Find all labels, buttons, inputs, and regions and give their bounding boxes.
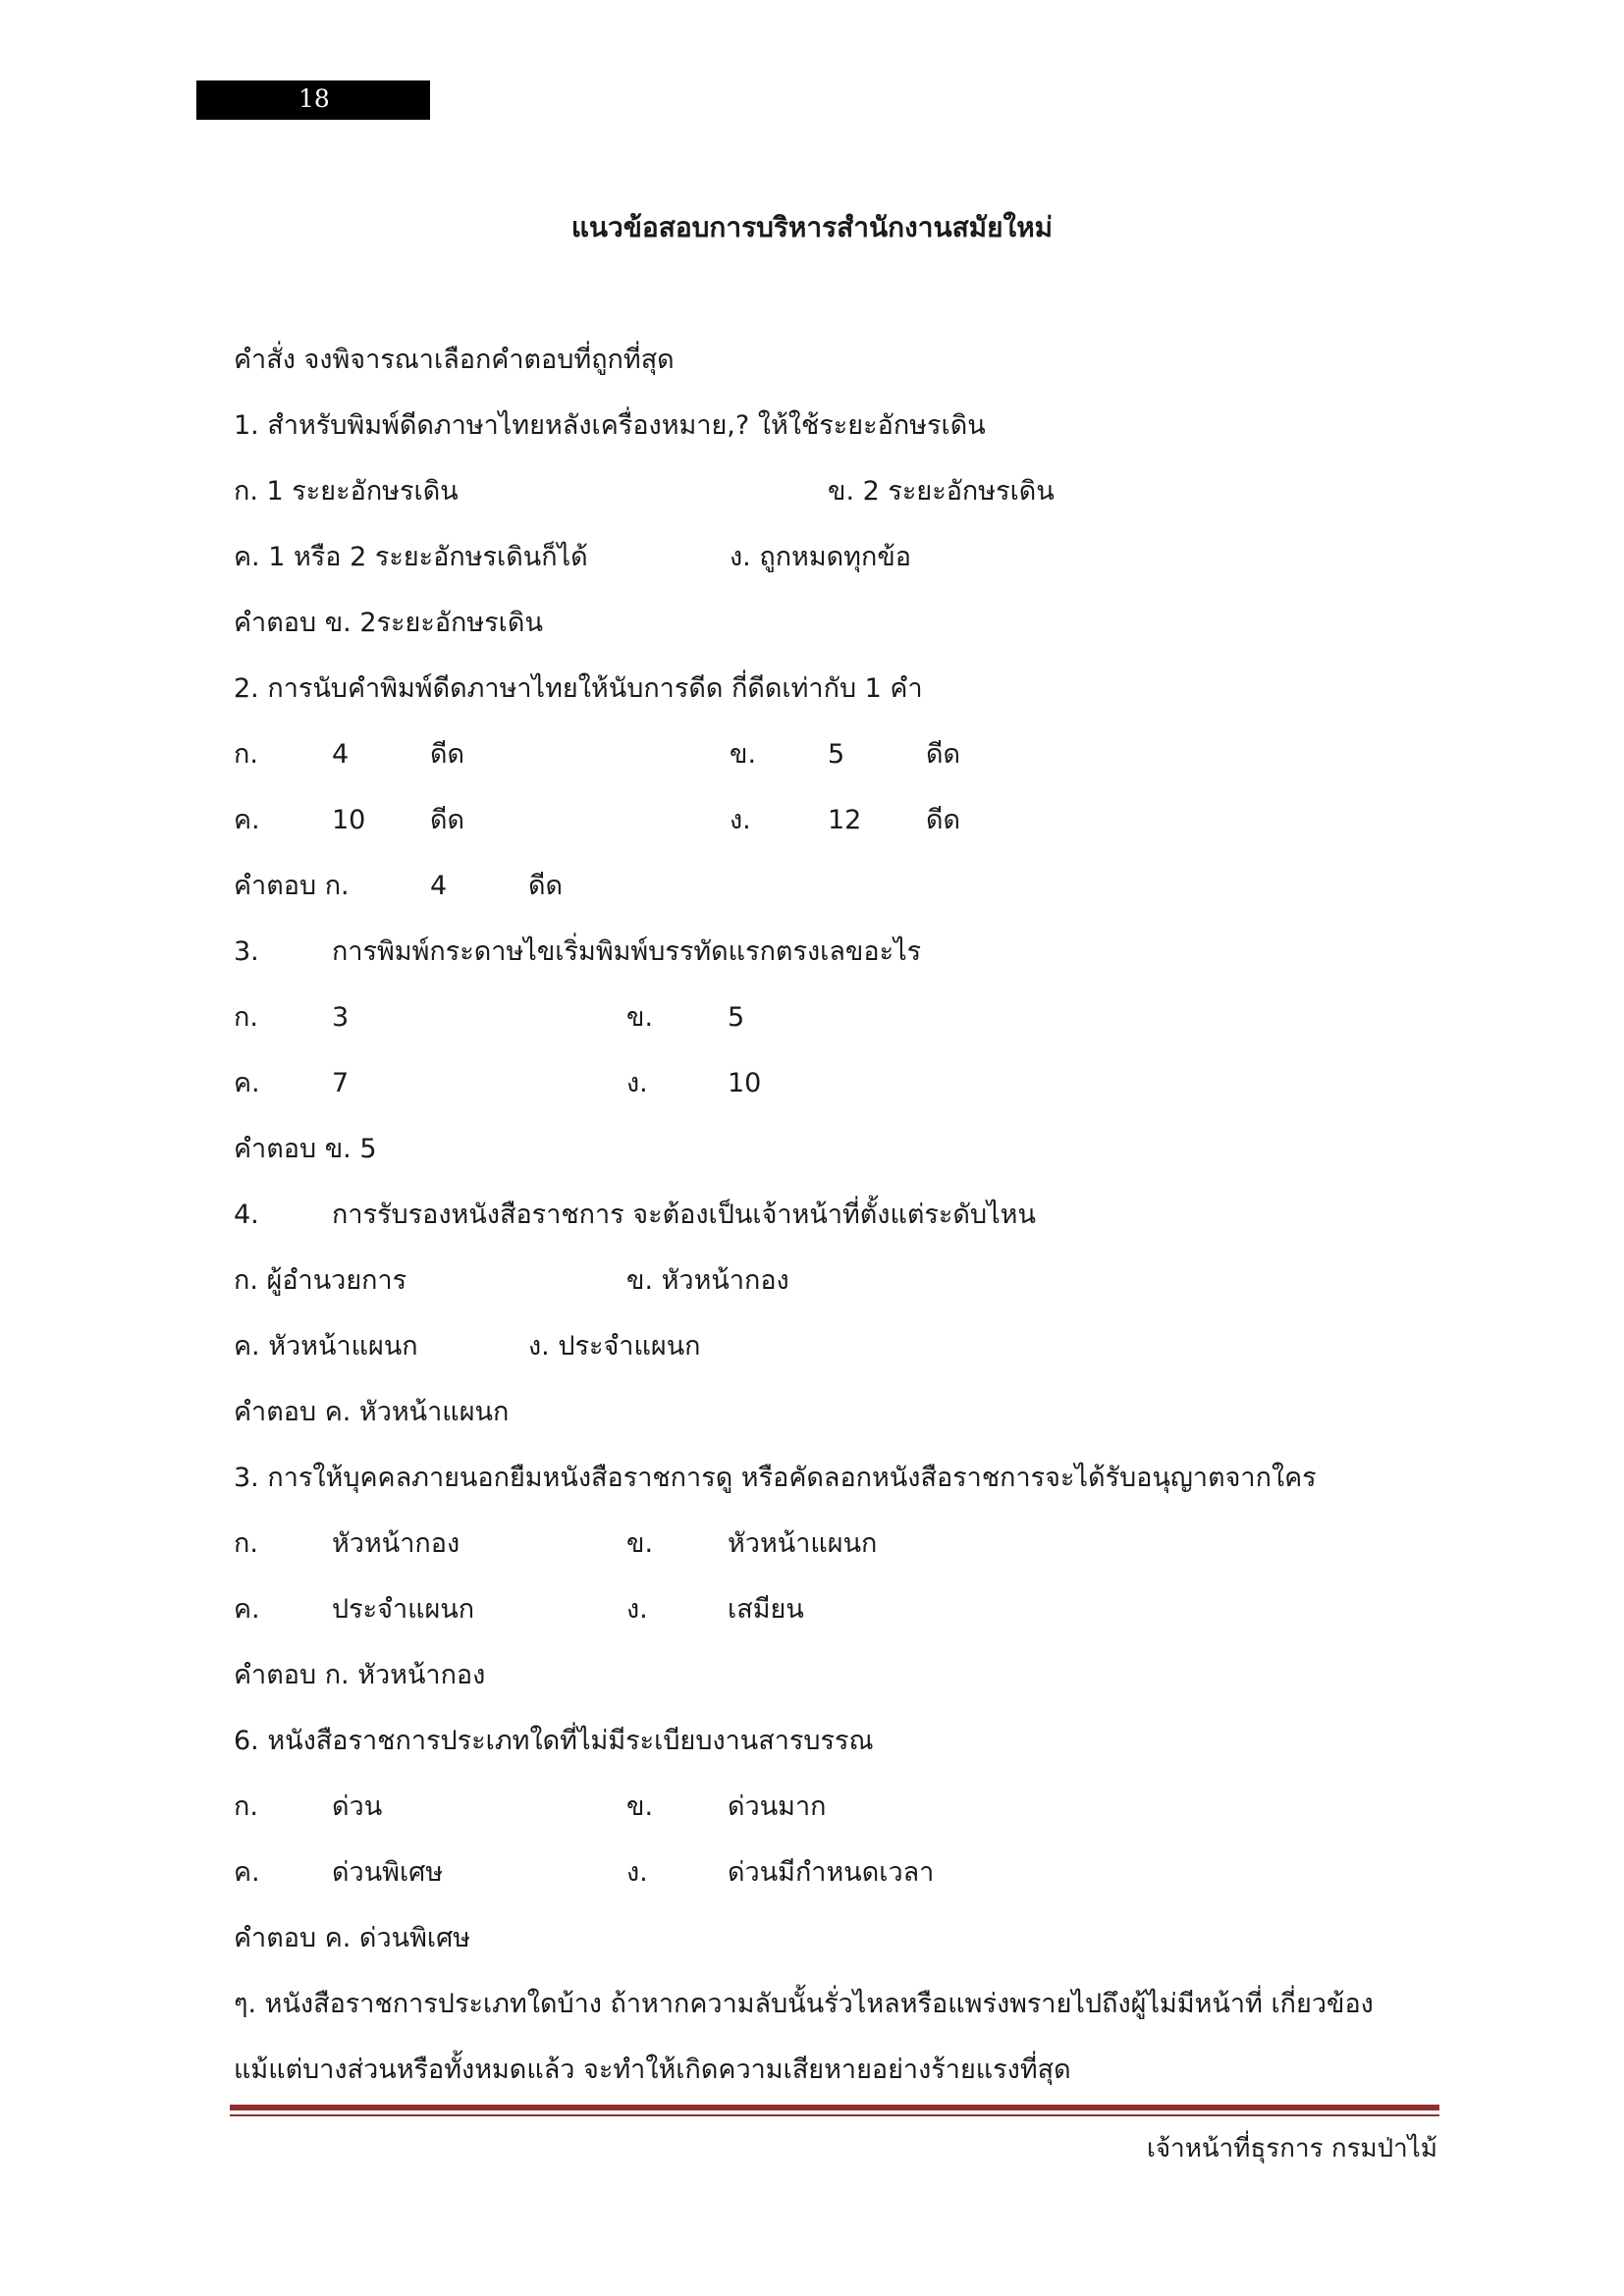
q2-option-b-value: 5 [828,739,845,770]
q3-answer: คำตอบ ข. 5 [234,1134,377,1164]
q2-option-b-unit: ดีด [926,739,961,770]
q2-answer-value: 4 [430,871,448,901]
footer-rule-thin [230,2114,1439,2116]
q1-option-a: ก. 1 ระยะอักษรเดิน [234,476,459,507]
footer-text: เจ้าหน้าที่ธุรการ กรมป่าไม้ [1147,2134,1437,2163]
q2-answer-unit: ดีด [528,871,564,901]
q3-option-d-value: 10 [728,1068,762,1098]
q3-option-a-label: ก. [234,1002,258,1033]
q5-option-c-value: ประจำแผนก [332,1594,475,1625]
q4-number: 4. [234,1200,259,1230]
q4-option-c: ค. หัวหน้าแผนก [234,1331,418,1362]
q5-option-d-label: ง. [626,1594,648,1625]
q7-question-line2: แม้แต่บางส่วนหรือทั้งหมดแล้ว จะทำให้เกิดความเสียหายอย่างร้ายแรงที่สุด [234,2055,1071,2085]
q4-option-b: ข. หัวหน้ากอง [626,1265,789,1296]
q1-answer: คำตอบ ข. 2ระยะอักษรเดิน [234,608,543,638]
q2-option-d-unit: ดีด [926,805,961,835]
q2-option-d-label: ง. [730,805,751,835]
q5-question: 3. การให้บุคคลภายนอกยืมหนังสือราชการดู หรือคัดลอกหนังสือราชการจะได้รับอนุญาตจากใคร [234,1463,1317,1493]
page-title: แนวข้อสอบการบริหารสำนักงานสมัยใหม่ [570,211,1054,243]
q6-option-b-label: ข. [626,1791,654,1822]
q5-option-c-label: ค. [234,1594,260,1625]
q6-option-a-value: ด่วน [332,1791,383,1822]
instruction: คำสั่ง จงพิจารณาเลือกคำตอบที่ถูกที่สุด [234,345,675,375]
page-number-box [196,80,430,120]
q6-option-b-value: ด่วนมาก [728,1791,827,1822]
q5-answer: คำตอบ ก. หัวหน้ากอง [234,1660,486,1690]
q1-option-b: ข. 2 ระยะอักษรเดิน [828,476,1055,507]
q3-option-b-value: 5 [728,1002,745,1033]
q2-option-a-value: 4 [332,739,350,770]
q2-answer-label: คำตอบ ก. [234,871,350,901]
q5-option-a-label: ก. [234,1528,258,1559]
q6-option-d-label: ง. [626,1857,648,1888]
q7-question-line1: ๆ. หนังสือราชการประเภทใดบ้าง ถ้าหากความลับนั้นรั่วไหลหรือแพร่งพรายไปถึงผู้ไม่มีหน้าที่ เกี่ยวข้อง [234,1989,1374,2019]
q5-option-d-value: เสมียน [728,1594,804,1625]
page-number: 18 [298,84,330,113]
q4-answer: คำตอบ ค. หัวหน้าแผนก [234,1397,510,1427]
q2-option-d-value: 12 [828,805,862,835]
q3-option-c-label: ค. [234,1068,260,1098]
q4-option-d: ง. ประจำแผนก [528,1331,701,1362]
q3-number: 3. [234,936,259,967]
q6-option-c-value: ด่วนพิเศษ [332,1857,444,1888]
q2-question: 2. การนับคำพิมพ์ดีดภาษาไทยให้นับการดีด กี่ดีดเท่ากับ 1 คำ [234,673,923,704]
q2-option-c-value: 10 [332,805,366,835]
q1-option-c: ค. 1 หรือ 2 ระยะอักษรเดินก็ได้ [234,542,588,572]
q4-question: การรับรองหนังสือราชการ จะต้องเป็นเจ้าหน้าที่ตั้งแต่ระดับไหน [332,1200,1036,1230]
q1-question: 1. สำหรับพิมพ์ดีดภาษาไทยหลังเครื่องหมาย,? ให้ใช้ระยะอักษรเดิน [234,410,986,441]
q3-option-a-value: 3 [332,1002,350,1033]
q2-option-a-label: ก. [234,739,258,770]
q6-question: 6. หนังสือราชการประเภทใดที่ไม่มีระเบียบงานสารบรรณ [234,1726,874,1756]
q5-option-b-label: ข. [626,1528,654,1559]
q6-option-c-label: ค. [234,1857,260,1888]
q3-option-b-label: ข. [626,1002,654,1033]
footer-rule-thick [230,2105,1439,2110]
q1-option-d: ง. ถูกหมดทุกข้อ [730,542,911,572]
q6-answer: คำตอบ ค. ด่วนพิเศษ [234,1923,471,1953]
q3-option-c-value: 7 [332,1068,350,1098]
q5-option-a-value: หัวหน้ากอง [332,1528,460,1559]
q2-option-b-label: ข. [730,739,757,770]
q5-option-b-value: หัวหน้าแผนก [728,1528,878,1559]
q2-option-a-unit: ดีด [430,739,465,770]
q2-option-c-label: ค. [234,805,260,835]
q3-question: การพิมพ์กระดาษไขเริ่มพิมพ์บรรทัดแรกตรงเลขอะไร [332,936,922,967]
q2-option-c-unit: ดีด [430,805,465,835]
q3-option-d-label: ง. [626,1068,648,1098]
q6-option-a-label: ก. [234,1791,258,1822]
q4-option-a: ก. ผู้อำนวยการ [234,1265,407,1296]
q6-option-d-value: ด่วนมีกำหนดเวลา [728,1857,935,1888]
